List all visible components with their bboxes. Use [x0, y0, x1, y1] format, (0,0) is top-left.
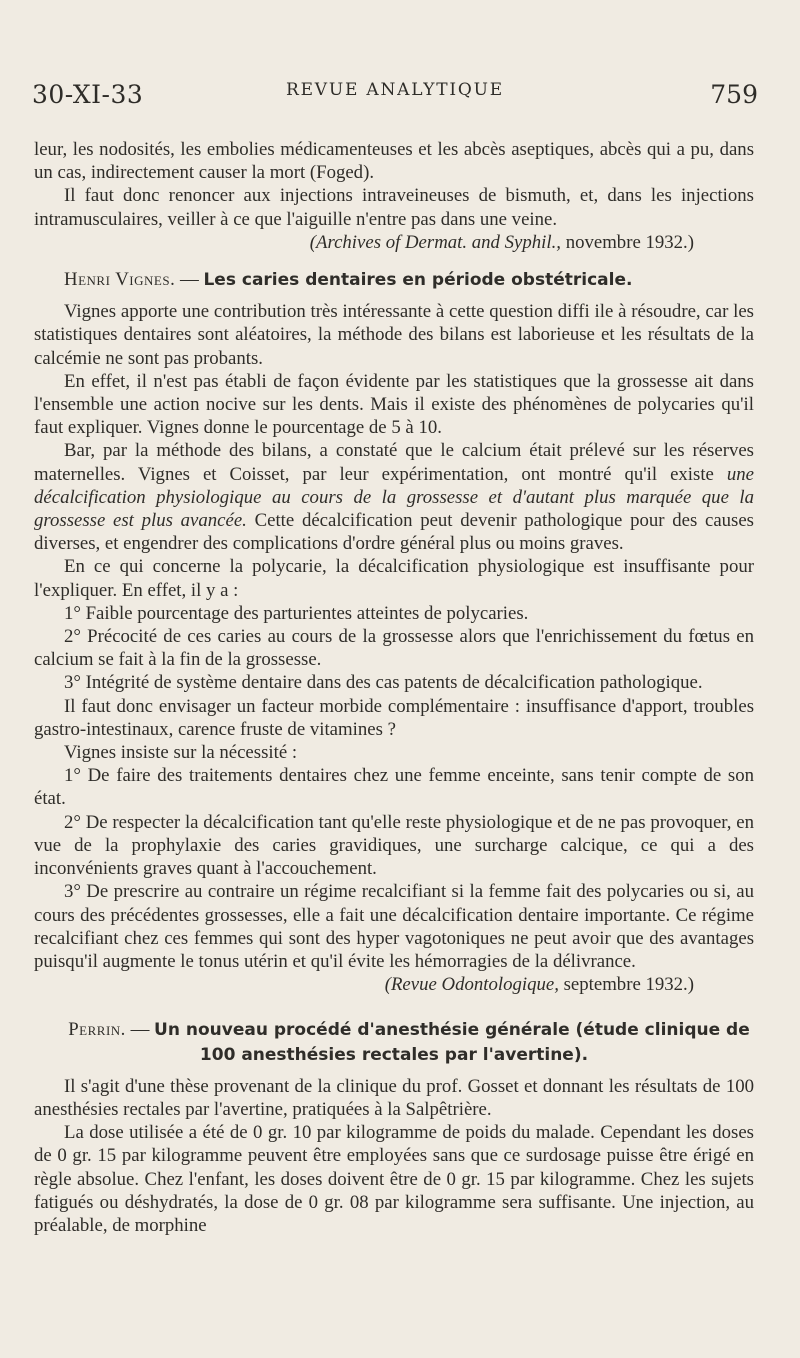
paragraph: leur, les nodosités, les embolies médicamenteuses et les abcès aseptiques, abcès qui a pu, dans un cas, indirectement causer la mort (Foged). — [34, 139, 754, 184]
list-item: 3° Intégrité de système dentaire dans des cas patents de décalcification pathologique. — [64, 672, 703, 694]
emphasis-text: une décalcification physiologique au cours de la grossesse et d'autant plus marquée que la grossesse est plus avancée. — [34, 463, 754, 532]
source-journal: (Revue Odontologique, — [384, 974, 559, 996]
source-date: septembre 1932.) — [563, 974, 694, 996]
running-header — [32, 80, 758, 120]
article-heading — [34, 1018, 754, 1066]
page-number: 759 — [710, 80, 758, 109]
list-item: 1° De faire des traitements dentaires chez une femme enceinte, sans tenir compte de son état. — [34, 765, 754, 810]
paragraph: En effet, il n'est pas établi de façon évidente par les statistiques que la grossesse ait dans l'ensemble une action nocive sur les dents. Mais il existe des phénomènes de polycaries qu'il faut expliquer. Vignes donne le pourcentage de 5 à 10. — [34, 370, 754, 439]
paragraph: Vignes apporte une contribution très intéressante à cette question diffi ile à résoudre, car les statistiques dentaires sont aléatoires, la méthode des bilans est laborieuse et les résultats de la calcémie ne sont pas probants. — [34, 301, 754, 369]
journal-title: REVUE ANALYTIQUE — [285, 80, 504, 100]
source-citation — [34, 231, 694, 254]
list-item: 2° Précocité de ces caries au cours de la grossesse alors que l'enrichissement du fœtus en calcium se fait à la fin de la grossesse. — [34, 626, 754, 671]
paragraph: La dose utilisée a été de 0 gr. 10 par kilogramme de poids du malade. Cependant les doses de 0 gr. 15 par kilogramme peuvent être employées sans que ce surdosage puisse être érigé en règle absolue. Chez l'enfant, les doses doivent être de 0 gr. 15 par kilogramme. Chez les sujets fatigués ou déshydratés, la dose de 0 gr. 08 par kilogramme sera suffisante. Une injection, au préalable, de morphine — [34, 1122, 754, 1236]
list-item: 1° Faible pourcentage des parturientes atteintes de polycaries. — [64, 602, 529, 624]
article-title: Les caries dentaires en période obstétricale. — [203, 270, 633, 291]
heading-dash: — — [125, 1019, 155, 1041]
issue-date: 30-XI-33 — [32, 80, 144, 109]
paragraph: Il s'agit d'une thèse provenant de la clinique du prof. Gosset et donnant les résultats de 100 anesthésies rectales par l'avertine, pratiquées à la Salpêtrière. — [34, 1075, 754, 1120]
article-author: Henri Vignes. — [64, 269, 176, 291]
heading-dash: — — [175, 269, 204, 291]
text-run: Cette décalcification peut devenir pathologique pour des causes diverses, et engendrer des complications d'ordre général plus ou moins graves. — [34, 510, 754, 555]
source-citation — [34, 973, 694, 996]
source-journal: (Archives of Dermat. and Syphil., — [309, 231, 561, 253]
source-date: novembre 1932.) — [565, 231, 694, 253]
article-title: Un nouveau procédé d'anesthésie générale (étude clinique de 100 anesthésies rectales par l'avertine). — [154, 1020, 750, 1065]
article-author: Perrin. — [68, 1019, 126, 1041]
article-heading — [34, 268, 754, 292]
body-text — [34, 138, 754, 1237]
list-item: 3° De prescrire au contraire un régime recalcifiant si la femme fait des polycaries ou si, au cours des précédentes grossesses, elle a fait une décalcification dentaire importante. Ce régime recalcifiant chez ces femmes qui sont des hyper vagotoniques ne peut avoir que des avantages puisqu'il augmente le tonus utérin et qu'il évite les hémorragies de la délivrance. — [34, 881, 754, 972]
paragraph: En ce qui concerne la polycarie, la décalcification physiologique est insuffisante pour l'expliquer. En effet, il y a : — [34, 556, 754, 601]
text-run: Bar, par la méthode des bilans, a constaté que le calcium était prélevé sur les réserves maternelles. Vignes et Coisset, par leur expérimentation, ont montré qu'il existe — [34, 440, 754, 485]
list-item: 2° De respecter la décalcification tant qu'elle reste physiologique et de ne pas provoquer, en vue de la prophylaxie des caries gravidiques, une surcharge calcique, ce qui a des inconvénients graves quant à l'accouchement. — [34, 811, 754, 880]
paragraph: Il faut donc envisager un facteur morbide complémentaire : insuffisance d'apport, troubles gastro-intestinaux, carence fruste de vitamines ? — [34, 695, 754, 740]
paragraph: Vignes insiste sur la nécessité : — [64, 742, 298, 764]
paragraph: Il faut donc renoncer aux injections intraveineuses de bismuth, et, dans les injections intramusculaires, veiller à ce que l'aiguille n'entre pas dans une veine. — [34, 185, 754, 230]
paragraph — [34, 439, 754, 555]
